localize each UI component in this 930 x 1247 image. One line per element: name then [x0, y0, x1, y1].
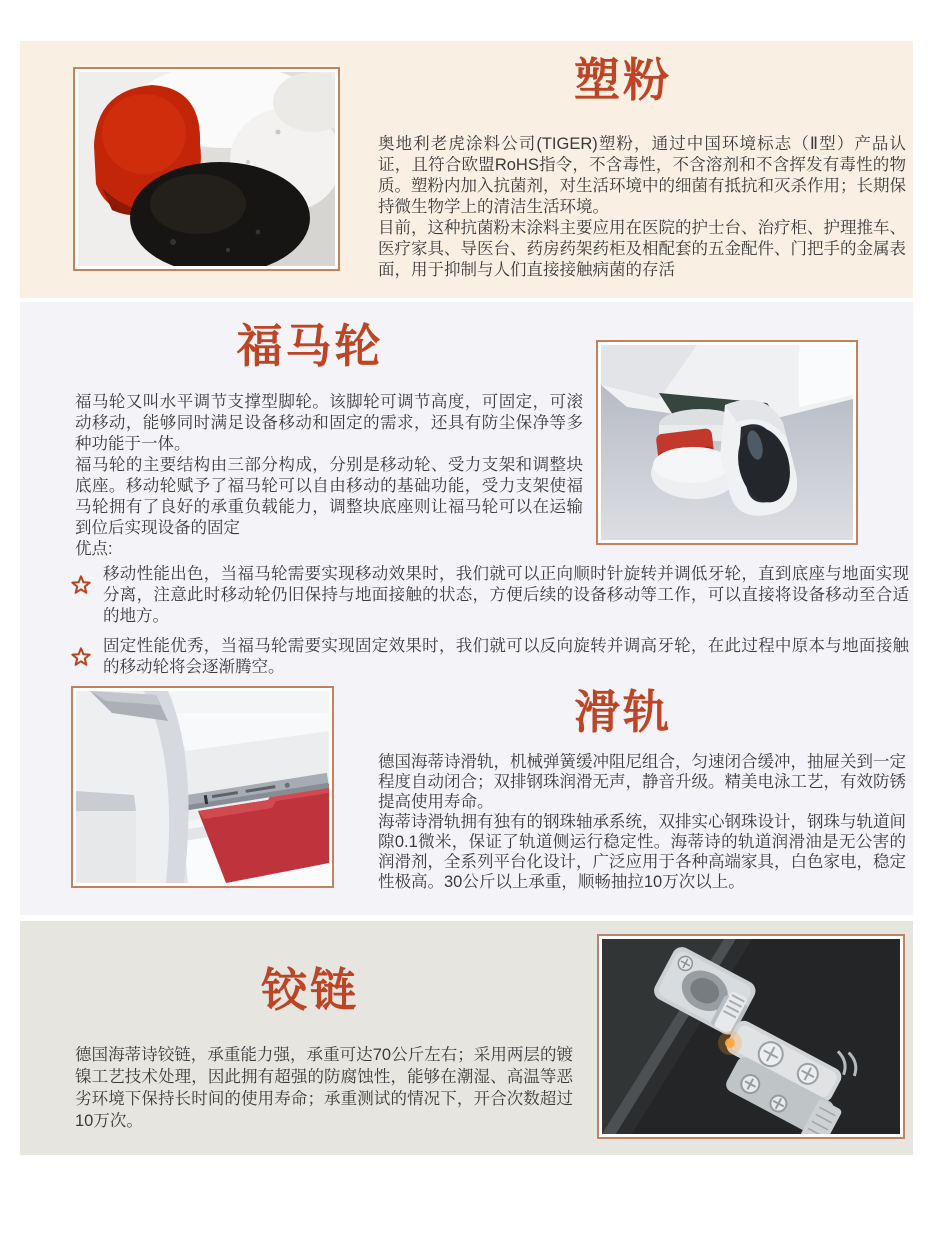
list-item-text: 移动性能出色，当福马轮需要实现移动效果时，我们就可以正向顺时针旋转并调低牙轮，直到底座与地面实现分离，注意此时移动轮仍旧保持与地面接触的状态，方便后续的设备移动等工作，可以直接将设备移动至合适的地方。 — [103, 565, 909, 625]
caster-photo — [596, 340, 858, 545]
hinge-title: 铰链 — [261, 964, 359, 1016]
caster-title: 福马轮 — [236, 320, 384, 372]
plastic-powder-text — [378, 134, 906, 281]
advantages-label: 优点: — [75, 540, 113, 558]
powder-photo-illustration — [78, 72, 335, 266]
powder-photo — [73, 67, 340, 271]
paragraph: 目前，这种抗菌粉末涂料主要应用在医院的护士台、治疗柜、护理推车、医疗家具、导医台、药房药架药柜及相配套的五金配件、门把手的金属表面，用于抑制与人们直接接触病菌的存活 — [378, 219, 906, 279]
list-item-text: 固定性能优秀，当福马轮需要实现固定效果时，我们就可以反向旋转并调高牙轮，在此过程中原本与地面接触的移动轮将会逐渐腾空。 — [103, 637, 909, 676]
slide-photo — [71, 686, 334, 888]
paragraph: 德国海蒂诗滑轨，机械弹簧缓冲阻尼组合，匀速闭合缓冲，抽屉关到一定程度自动闭合；双排钢珠润滑无声，静音升级。精美电泳工艺，有效防锈提高使用寿命。 — [378, 753, 906, 811]
slide-rail-text — [378, 752, 906, 892]
hinge-photo — [597, 934, 905, 1139]
paragraph: 奥地利老虎涂料公司(TIGER)塑粉，通过中国环境标志（Ⅱ型）产品认证，且符合欧盟RoHS指令，不含毒性，不含溶剂和不含挥发有毒性的物质。塑粉内加入抗菌剂，对生活环境中的细菌有抵抗和灭杀作用；长期保持微生物学上的清洁生活环境。 — [378, 135, 906, 216]
paragraph: 海蒂诗滑轨拥有独有的钢珠轴承系统，双排实心钢珠设计，钢珠与轨道间隙0.1微米，保证了轨道侧运行稳定性。海蒂诗的轨道润滑油是无公害的润滑剂，全系列平台化设计，广泛应用于各种高端家具，白色家电，稳定性极高。30公斤以上承重，顺畅抽拉10万次以上。 — [378, 813, 906, 891]
plastic-powder-title: 塑粉 — [574, 54, 672, 106]
hinge-text — [75, 1044, 573, 1132]
paragraph: 福马轮的主要结构由三部分构成，分别是移动轮、受力支架和调整块底座。移动轮赋予了福马轮可以自由移动的基础功能，受力支架使福马轮拥有了良好的承重负载能力，调整块底座则让福马轮可以在运输到位后实现设备的固定 — [75, 456, 583, 537]
list-item — [70, 636, 910, 678]
star-icon — [70, 574, 92, 596]
list-item — [70, 564, 910, 627]
paragraph: 福马轮又叫水平调节支撑型脚轮。该脚轮可调节高度，可固定，可滚动移动，能够同时满足设备移动和固定的需求，还具有防尘保净等多种功能于一体。 — [75, 393, 583, 453]
hinge-photo-illustration — [602, 939, 900, 1134]
slide-rail-title: 滑轨 — [574, 686, 672, 738]
caster-advantages-list — [70, 564, 910, 687]
paragraph: 德国海蒂诗铰链，承重能力强，承重可达70公斤左右；采用两层的镀镍工艺技术处理，因此拥有超强的防腐蚀性，能够在潮湿、高温等恶劣环境下保持长时间的使用寿命；承重测试的情况下，开合次数超过10万次。 — [75, 1046, 573, 1130]
star-icon — [70, 646, 92, 668]
caster-text — [75, 392, 583, 560]
slide-photo-illustration — [76, 691, 329, 883]
caster-photo-illustration — [601, 345, 853, 540]
